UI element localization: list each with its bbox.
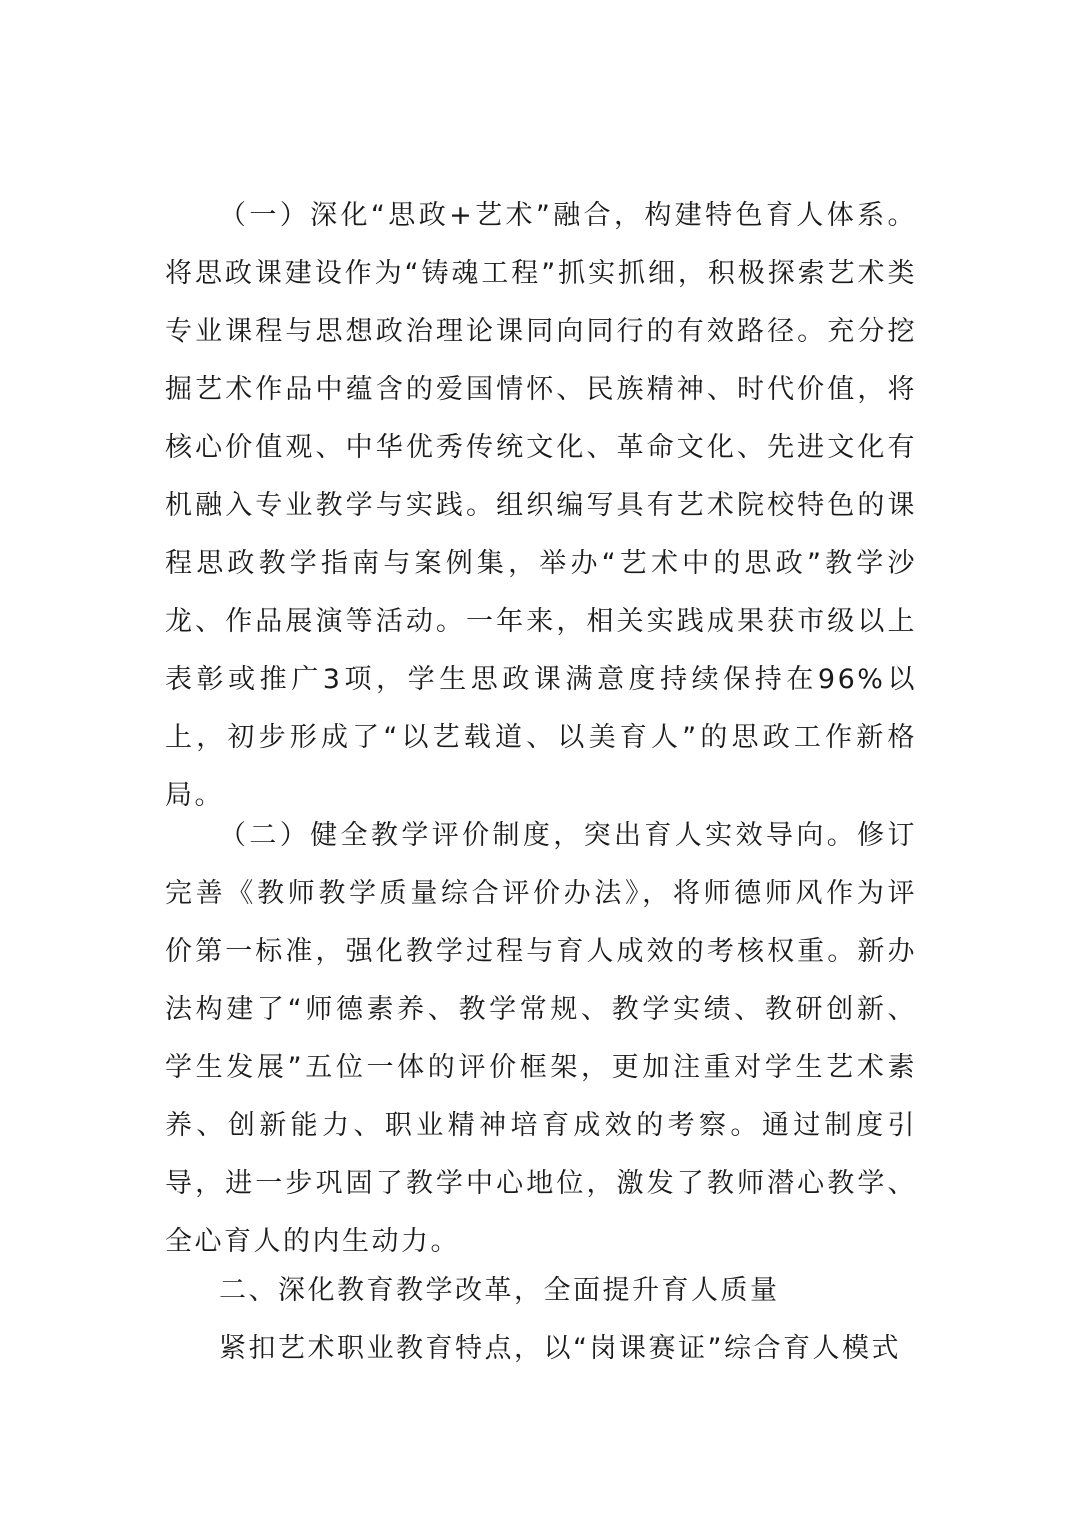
section-2-block — [165, 1262, 917, 1378]
section-heading: 二、深化教育教学改革，全面提升育人质量 — [219, 1275, 780, 1306]
paragraph-2: （二）健全教学评价制度，突出育人实效导向。修订完善《教师教学质量综合评价办法》，将师德师风作为评价第一标准，强化教学过程与育人成效的考核权重。新办法构建了“师德素养、教学常规、教学实绩、教研创新、学生发展”五位一体的评价框架，更加注重对学生艺术素养、创新能力、职业精神培育成效的考察。通过制度引导，进一步巩固了教学中心地位，激发了教师潜心教学、全心育人的内生动力。 — [165, 820, 917, 1257]
section-1-2-block — [165, 807, 917, 1271]
paragraph-1: （一）深化“思政+艺术”融合，构建特色育人体系。将思政课建设作为“铸魂工程”抓实抓细，积极探索艺术类专业课程与思想政治理论课同向同行的有效路径。充分挖掘艺术作品中蕴含的爱国情怀、民族精神、时代价值，将核心价值观、中华优秀传统文化、革命文化、先进文化有机融入专业教学与实践。组织编写具有艺术院校特色的课程思政教学指南与案例集，举办“艺术中的思政”教学沙龙、作品展演等活动。一年来，相关实践成果获市级以上表彰或推广3项，学生思政课满意度持续保持在96%以上，初步形成了“以艺载道、以美育人”的思政工作新格局。 — [165, 200, 917, 811]
section-1-1-block — [165, 187, 917, 825]
paragraph-3: 紧扣艺术职业教育特点，以“岗课赛证”综合育人模式 — [219, 1333, 901, 1364]
